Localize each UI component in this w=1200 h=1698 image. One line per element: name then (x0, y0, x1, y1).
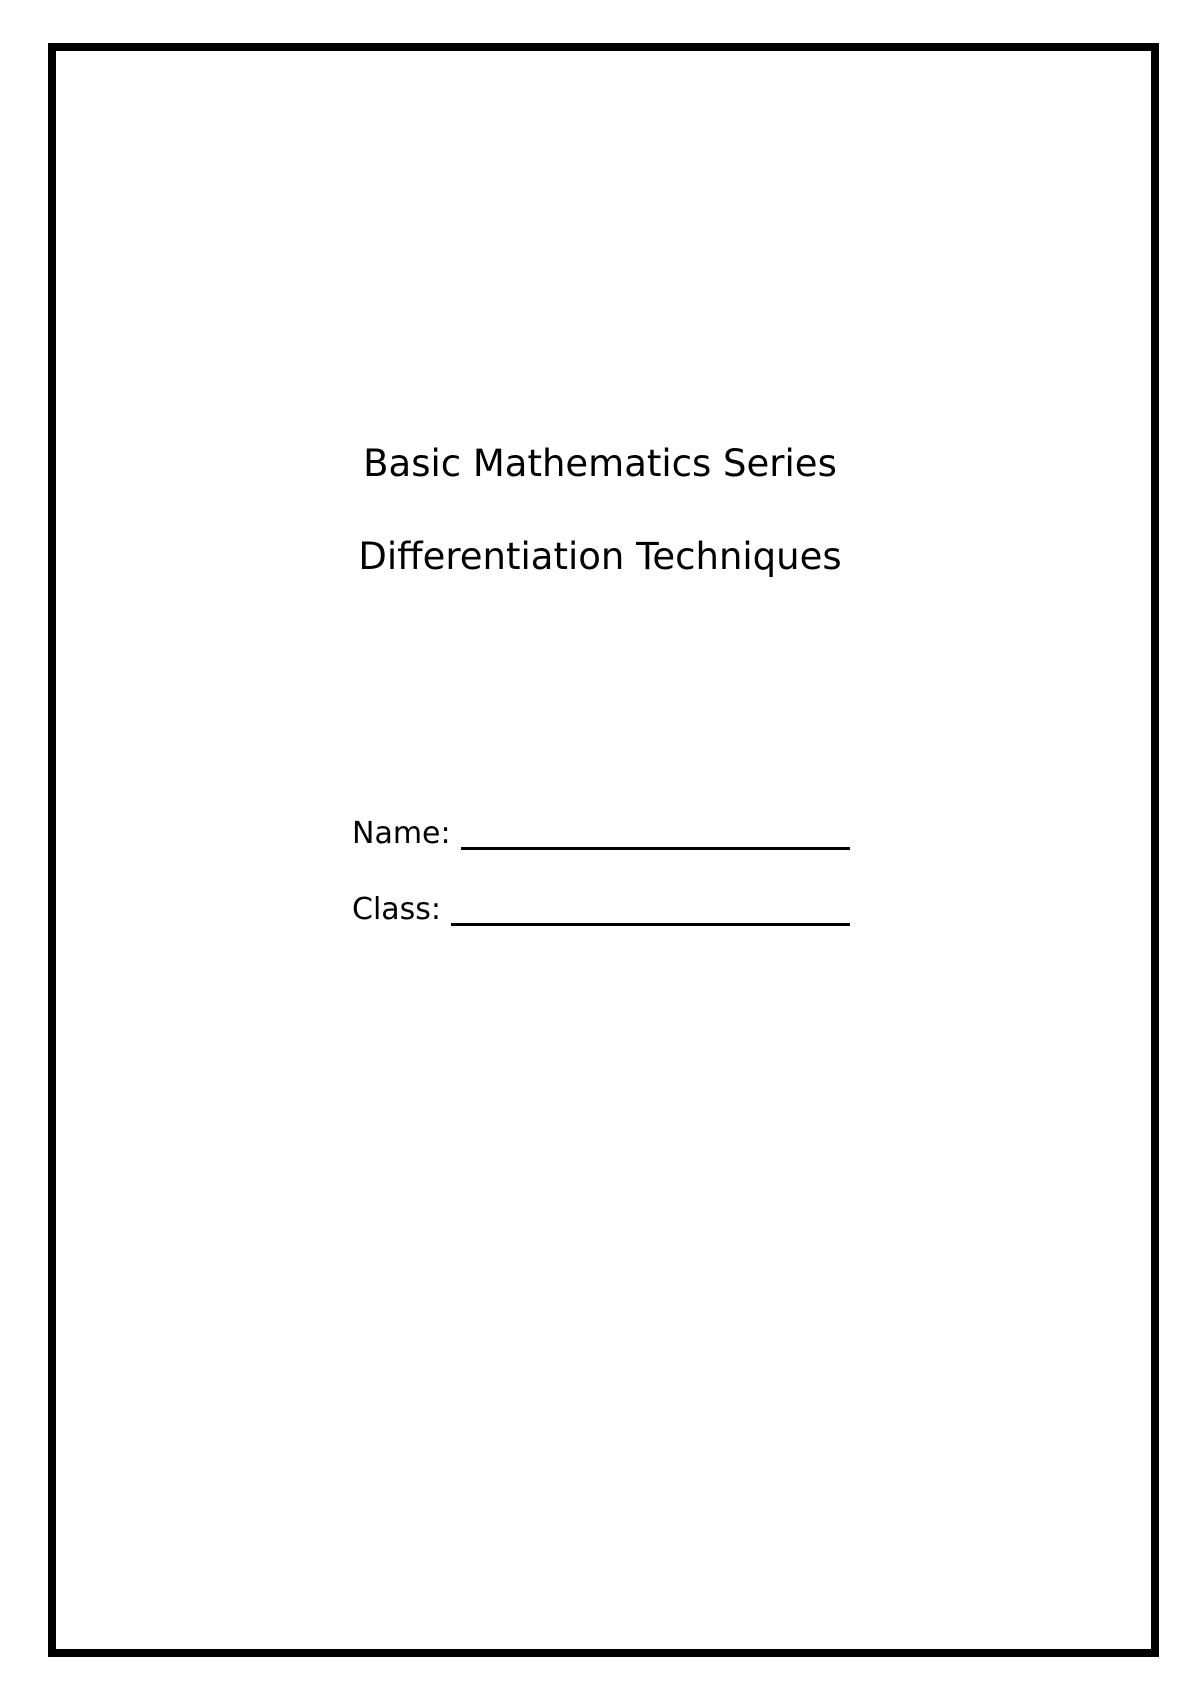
name-field[interactable] (352, 812, 850, 852)
name-label: Name: (352, 816, 451, 851)
class-label: Class: (352, 892, 442, 927)
class-blank-line[interactable] (451, 923, 850, 926)
name-blank-line[interactable] (461, 847, 850, 850)
class-field[interactable] (352, 888, 850, 928)
series-title: Basic Mathematics Series (363, 442, 837, 485)
topic-title: Differentiation Techniques (358, 535, 842, 578)
